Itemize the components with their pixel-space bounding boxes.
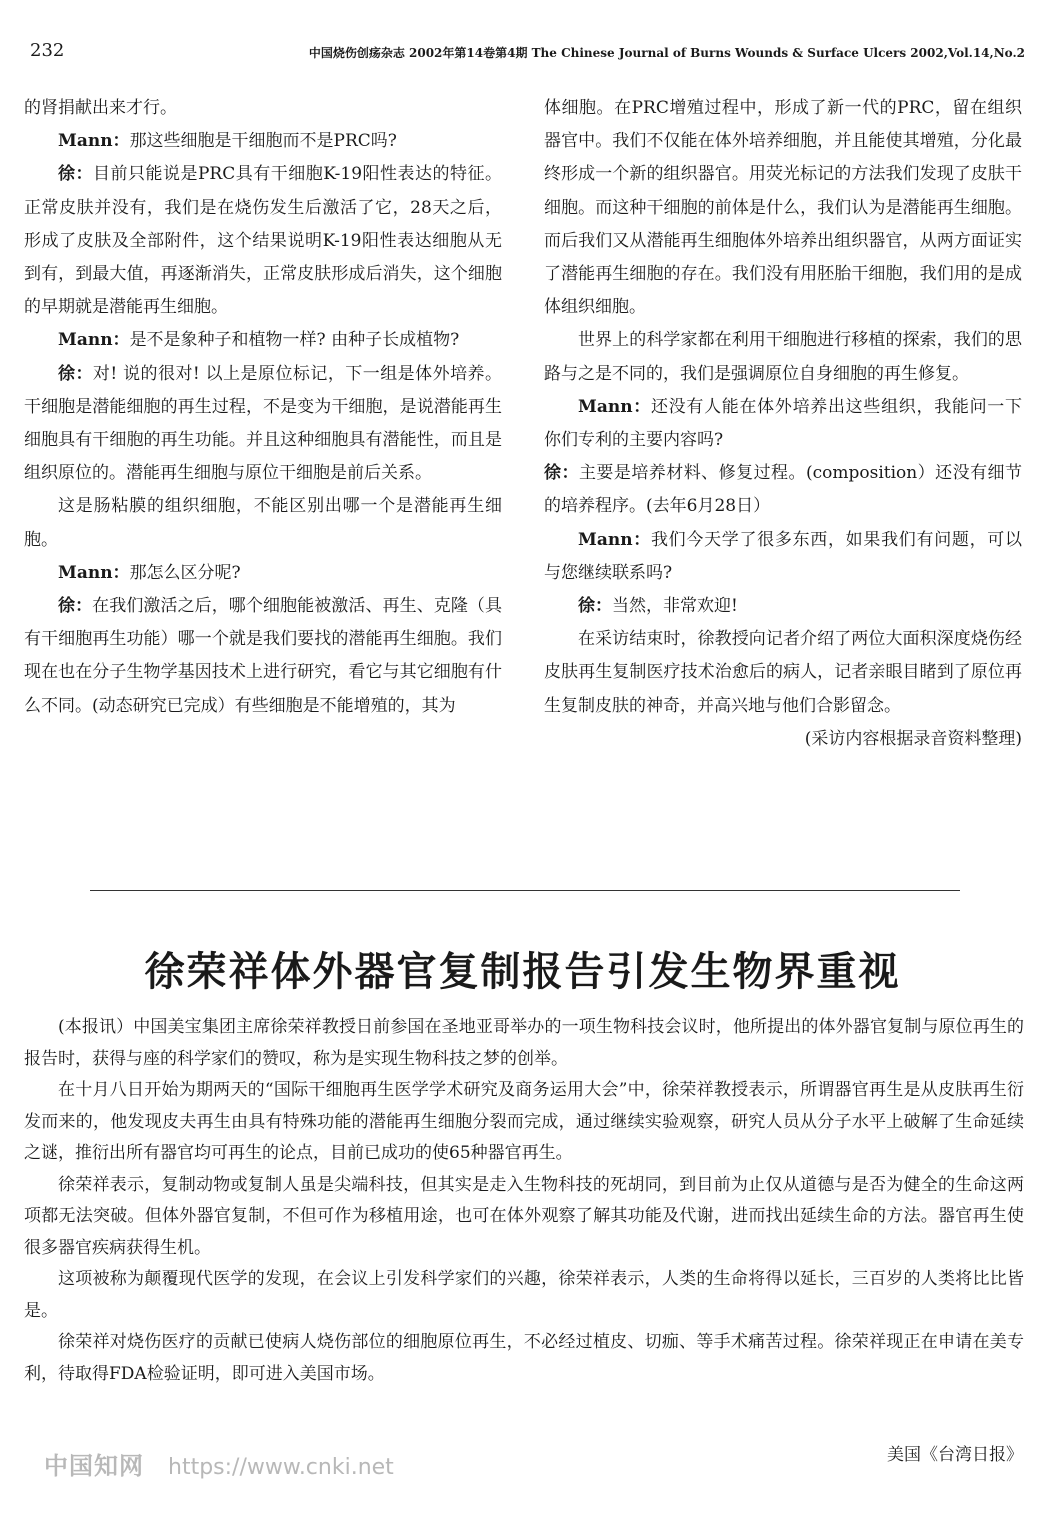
speaker-label: Mann： xyxy=(58,562,130,583)
interview-paragraph xyxy=(24,324,502,357)
interview-paragraph xyxy=(24,92,502,125)
interview-paragraph xyxy=(544,324,1022,390)
left-column xyxy=(24,92,502,723)
interview-paragraph xyxy=(544,524,1022,590)
paragraph-text: 当然，非常欢迎! xyxy=(612,596,738,617)
speaker-label: 徐： xyxy=(58,363,93,384)
article-body xyxy=(24,1012,1024,1390)
interview-paragraph xyxy=(24,358,502,491)
paragraph-text: 还没有人能在体外培养出这些组织，我能问一下你们专利的主要内容吗? xyxy=(544,396,1023,451)
watermark-name: 中国知网 xyxy=(44,1452,144,1480)
speaker-label: Mann： xyxy=(58,330,130,351)
interview-paragraph xyxy=(544,590,1022,623)
interview-paragraph xyxy=(544,623,1022,723)
interview-credit: (采访内容根据录音资料整理) xyxy=(804,728,1022,749)
paragraph-text: 那怎么区分呢? xyxy=(129,562,241,583)
interview-paragraph xyxy=(24,125,502,158)
paragraph-text: 体细胞。在PRC增殖过程中，形成了新一代的PRC，留在组织器官中。我们不仅能在体外培养细胞，并且能使其增殖，分化最终形成一个新的组织器官。用荧光标记的方法我们发现了皮肤干细胞。而这种干细胞的前体是什么，我们认为是潜能再生细胞。而后我们又从潜能再生细胞体外培养出组织器官，从两方面证实了潜能再生细胞的存在。我们没有用胚胎干细胞，我们用的是成体组织细胞。 xyxy=(544,98,1022,318)
page-header xyxy=(30,40,1025,70)
speaker-label: 徐： xyxy=(578,596,612,617)
speaker-label: 徐： xyxy=(58,164,93,185)
article-source: 美国《台湾日报》 xyxy=(887,1445,1023,1465)
interview-paragraph xyxy=(544,457,1022,523)
speaker-label: Mann： xyxy=(58,131,130,152)
paragraph-text: 对! 说的很对! 以上是原位标记，下一组是体外培养。干细胞是潜能细胞的再生过程，不是变为干细胞，是说潜能再生细胞具有干细胞的再生功能。并且这种细胞具有潜能性，而且是组织原位的。潜能再生细胞与原位干细胞是前后关系。 xyxy=(24,363,502,484)
section-divider xyxy=(90,890,960,891)
interview-paragraph xyxy=(24,557,502,590)
paragraph-text: 我们今天学了很多东西，如果我们有问题，可以与您继续联系吗? xyxy=(544,529,1023,583)
right-column xyxy=(544,92,1022,756)
article-paragraph: 徐荣祥表示，复制动物或复制人虽是尖端科技，但其实是走入生物科技的死胡同，到目前为止仅从道德与是否为健全的生命这两项都无法突破。但体外器官复制，不但可作为移植用途，也可在体外观察了解其功能及代谢，进而找出延续生命的方法。器官再生使很多器官疾病获得生机。 xyxy=(24,1174,1024,1258)
paragraph-text: 的肾捐献出来才行。 xyxy=(24,98,177,118)
article-paragraph: 这项被称为颠覆现代医学的发现，在会议上引发科学家们的兴趣，徐荣祥表示，人类的生命将得以延长，三百岁的人类将比比皆是。 xyxy=(24,1269,1024,1321)
paragraph-text: 世界上的科学家都在利用干细胞进行移植的探索，我们的思路与之是不同的，我们是强调原位自身细胞的再生修复。 xyxy=(544,330,1022,384)
watermark-url: https://www.cnki.net xyxy=(168,1455,394,1480)
speaker-label: Mann： xyxy=(578,529,651,550)
paragraph-text: 这是肠粘膜的组织细胞，不能区别出哪一个是潜能再生细胞。 xyxy=(24,496,502,550)
running-title: 中国烧伤创疡杂志 2002年第14卷第4期 The Chinese Journal of Burns Wounds & Surface Ulcers 2002,Vol.14,No.2 xyxy=(308,46,1025,60)
paragraph-text: 在我们激活之后，哪个细胞能被激活、再生、克隆（具有干细胞再生功能）哪一个就是我们要找的潜能再生细胞。我们现在也在分子生物学基因技术上进行研究，看它与其它细胞有什么不同。(动态研究已完成）有些细胞是不能增殖的，其为 xyxy=(24,596,503,716)
speaker-label: 徐： xyxy=(544,463,579,484)
paragraph-text: 那这些细胞是干细胞而不是PRC吗? xyxy=(129,131,397,152)
paragraph-text: 目前只能说是PRC具有干细胞K-19阳性表达的特征。正常皮肤并没有，我们是在烧伤发生后激活了它，28天之后，形成了皮肤及全部附件，这个结果说明K-19阳性表达细胞从无到有，到最大值，再逐渐消失，正常皮肤形成后消失，这个细胞的早期就是潜能再生细胞。 xyxy=(24,164,502,318)
interview-paragraph xyxy=(544,391,1022,457)
article-paragraph: 在十月八日开始为期两天的“国际干细胞再生医学学术研究及商务运用大会”中，徐荣祥教授表示，所谓器官再生是从皮肤再生衍发而来的，他发现皮夫再生由具有特殊功能的潜能再生细胞分裂而完成，通过继续实验观察，研究人员从分子水平上破解了生命延续之谜，推衍出所有器官均可再生的论点，目前已成功的使65种器官再生。 xyxy=(24,1080,1024,1163)
interview-paragraph xyxy=(24,590,502,723)
page-number: 232 xyxy=(30,40,65,61)
article-title: 徐荣祥体外器官复制报告引发生物界重视 xyxy=(144,949,901,995)
article-paragraph: (本报讯）中国美宝集团主席徐荣祥教授日前参国在圣地亚哥举办的一项生物科技会议时，他所提出的体外器官复制与原位再生的报告时，获得与座的科学家们的赞叹，称为是实现生物科技之梦的创举。 xyxy=(24,1017,1024,1069)
speaker-label: Mann： xyxy=(578,396,651,417)
interview-paragraph xyxy=(544,92,1022,324)
interview-paragraph xyxy=(24,490,502,556)
speaker-label: 徐： xyxy=(58,596,93,617)
cnki-watermark xyxy=(44,1446,394,1481)
paragraph-text: 是不是象种子和植物一样? 由种子长成植物? xyxy=(129,330,460,351)
paragraph-text: 在采访结束时，徐教授向记者介绍了两位大面积深度烧伤经皮肤再生复制医疗技术治愈后的病人，记者亲眼目睹到了原位再生复制皮肤的神奇，并高兴地与他们合影留念。 xyxy=(544,629,1022,716)
article-paragraph: 徐荣祥对烧伤医疗的贡献已使病人烧伤部位的细胞原位再生，不必经过植皮、切痂、等手术痛苦过程。徐荣祥现正在申请在美专利，待取得FDA检验证明，即可进入美国市场。 xyxy=(24,1332,1024,1384)
paragraph-text: 主要是培养材料、修复过程。(composition）还没有细节的培养程序。(去年6月28日） xyxy=(544,463,1022,517)
interview-paragraph xyxy=(24,158,502,324)
